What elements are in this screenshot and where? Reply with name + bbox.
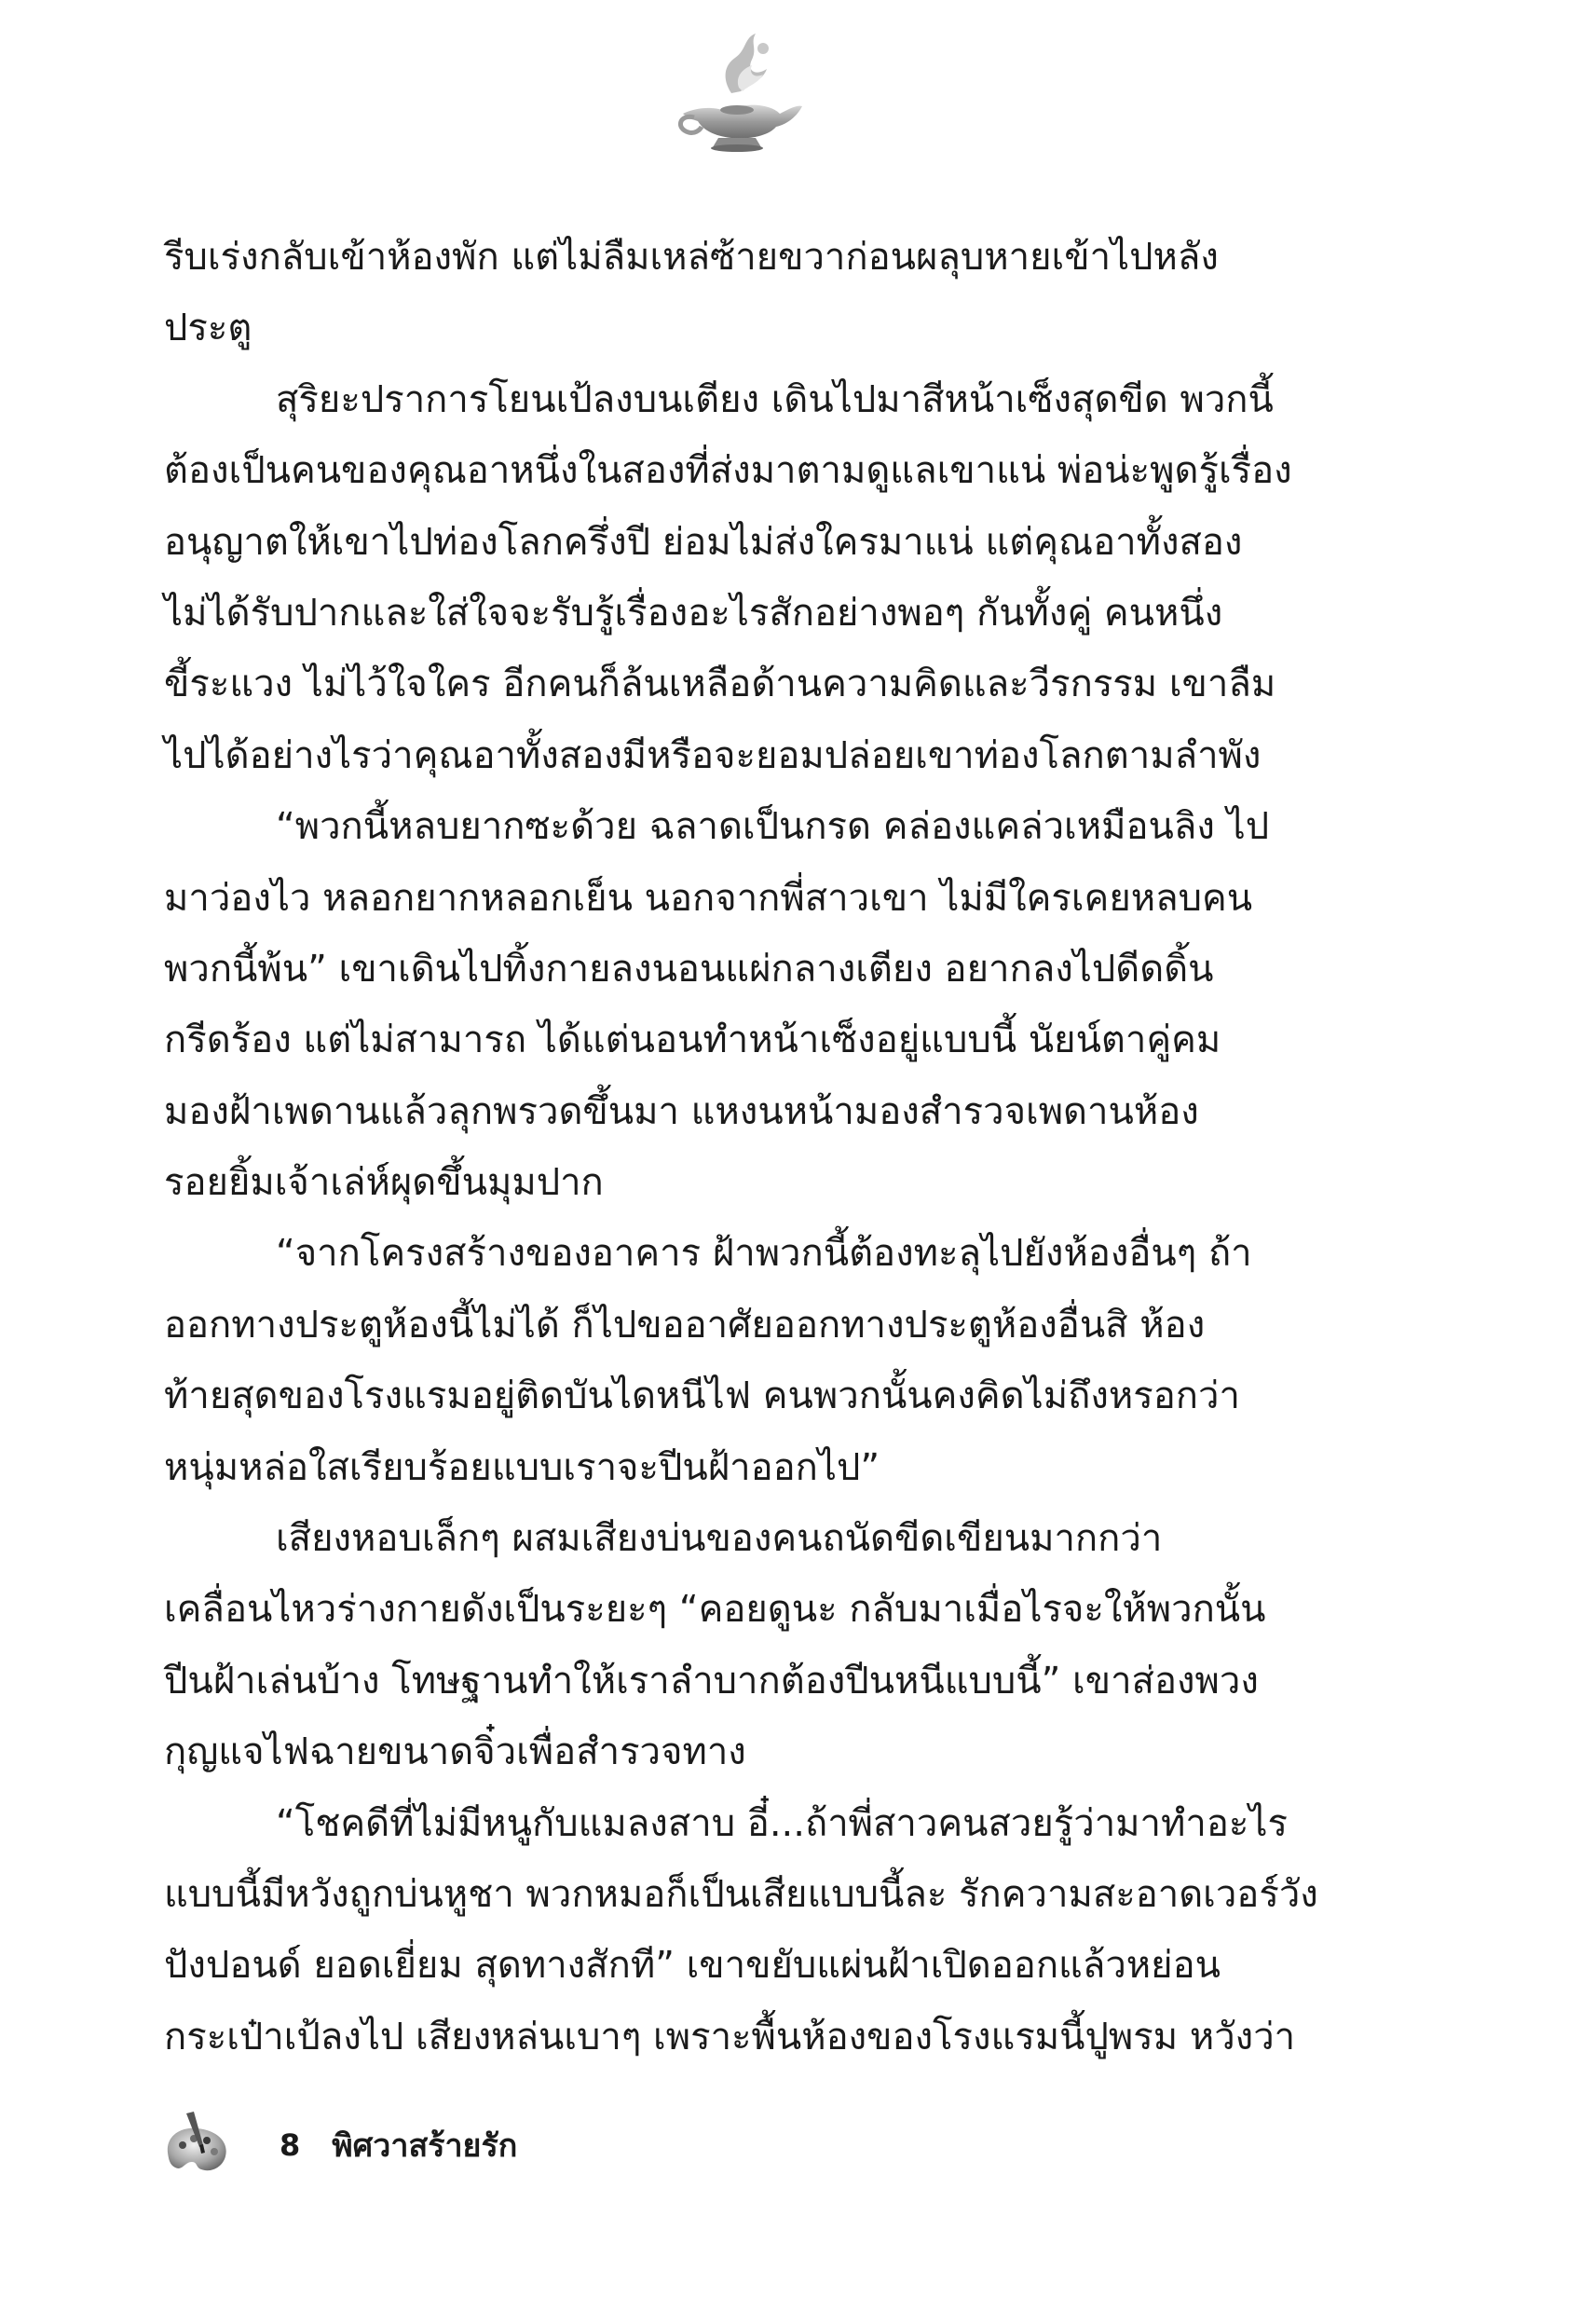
text-line: ไปได้อย่างไรว่าคุณอาทั้งสองมีหรือจะยอมปล่อยเขาท่องโลกตามลำพัง [164, 733, 1262, 777]
text-line: ปีนฝ้าเล่นบ้าง โทษฐานทำให้เราลำบากต้องปีนหนีแบบนี้” เขาส่องพวง [164, 1659, 1259, 1702]
text-line: “พวกนี้หลบยากซะด้วย ฉลาดเป็นกรด คล่องแคล่วเหมือนลิง ไป [276, 805, 1270, 849]
text-line: “โชคดีที่ไม่มีหนูกับแมลงสาบ อี๋...ถ้าพี่สาวคนสวยรู้ว่ามาทำอะไร [276, 1801, 1288, 1845]
text-line: ออกทางประตูห้องนี้ไม่ได้ ก็ไปขออาศัยออกทางประตูห้องอื่นสิ ห้อง [164, 1303, 1206, 1347]
text-line: แบบนี้มีหวังถูกบ่นหูชา พวกหมอก็เป็นเสียแบบนี้ละ รักความสะอาดเวอร์วัง [164, 1872, 1318, 1916]
text-line: ท้ายสุดของโรงแรมอยู่ติดบันไดหนีไฟ คนพวกนั้นคงคิดไม่ถึงหรอกว่า [164, 1374, 1240, 1418]
text-line: ขี้ระแวง ไม่ไว้ใจใคร อีกคนก็ล้นเหลือด้านความคิดและวีรกรรม เขาลืม [164, 663, 1276, 706]
text-line: รีบเร่งกลับเข้าห้องพัก แต่ไม่ลืมเหล่ซ้ายขวาก่อนผลุบหายเข้าไปหลัง [164, 236, 1219, 279]
body-text [164, 222, 1329, 2072]
text-line: หนุ่มหล่อใสเรียบร้อยแบบเราจะปีนฝ้าออกไป” [164, 1445, 880, 1489]
text-line: ต้องเป็นคนของคุณอาหนึ่งในสองที่ส่งมาตามดูแลเขาแน่ พ่อน่ะพูดรู้เรื่อง [164, 449, 1292, 493]
text-line: “จากโครงสร้างของอาคาร ฝ้าพวกนี้ต้องทะลุไปยังห้องอื่นๆ ถ้า [276, 1232, 1252, 1276]
text-line: ประตู [164, 307, 252, 350]
text-line: เสียงหอบเล็กๆ ผสมเสียงบ่นของคนถนัดขีดเขียนมากกว่า [276, 1517, 1163, 1561]
text-line: รอยยิ้มเจ้าเล่ห์ผุดขึ้นมุมปาก [164, 1161, 604, 1205]
page-footer [160, 2108, 517, 2182]
text-line: มองฝ้าเพดานแล้วลุกพรวดขึ้นมา แหงนหน้ามองสำรวจเพดานห้อง [164, 1089, 1199, 1133]
text-line: มาว่องไว หลอกยากหลอกเย็น นอกจากพี่สาวเขา ไม่มีใครเคยหลบคน [164, 876, 1253, 920]
text-line: เคลื่อนไหวร่างกายดังเป็นระยะๆ “คอยดูนะ กลับมาเมื่อไรจะให้พวกนั้น [164, 1588, 1266, 1632]
text-line: สุริยะปราการโยนเป้ลงบนเตียง เดินไปมาสีหน้าเซ็งสุดขีด พวกนี้ [276, 377, 1274, 421]
text-line: กุญแจไฟฉายขนาดจิ๋วเพื่อสำรวจทาง [164, 1730, 746, 1774]
book-title: พิศวาสร้ายรัก [332, 2127, 518, 2165]
text-line: กรีดร้อง แต่ไม่สามารถ ได้แต่นอนทำหน้าเซ็งอยู่แบบนี้ นัยน์ตาคู่คม [164, 1019, 1221, 1062]
text-line: กระเป๋าเป้ลงไป เสียงหล่นเบาๆ เพราะพื้นห้องของโรงแรมนี้ปูพรม หวังว่า [164, 2015, 1296, 2058]
page-number: 8 [280, 2127, 301, 2163]
palette-brush-icon [160, 2108, 235, 2182]
text-line: อนุญาตให้เขาไปท่องโลกครึ่งปี ย่อมไม่ส่งใครมาแน่ แต่คุณอาทั้งสอง [164, 520, 1243, 564]
genie-lamp-icon [666, 28, 806, 154]
text-line: ไม่ได้รับปากและใส่ใจจะรับรู้เรื่องอะไรสักอย่างพอๆ กันทั้งคู่ คนหนึ่ง [164, 591, 1223, 635]
text-line: ปังปอนด์ ยอดเยี่ยม สุดทางสักที” เขาขยับแผ่นฝ้าเปิดออกแล้วหย่อน [164, 1944, 1221, 1988]
text-line: พวกนี้พ้น” เขาเดินไปทิ้งกายลงนอนแผ่กลางเตียง อยากลงไปดีดดิ้น [164, 947, 1214, 991]
